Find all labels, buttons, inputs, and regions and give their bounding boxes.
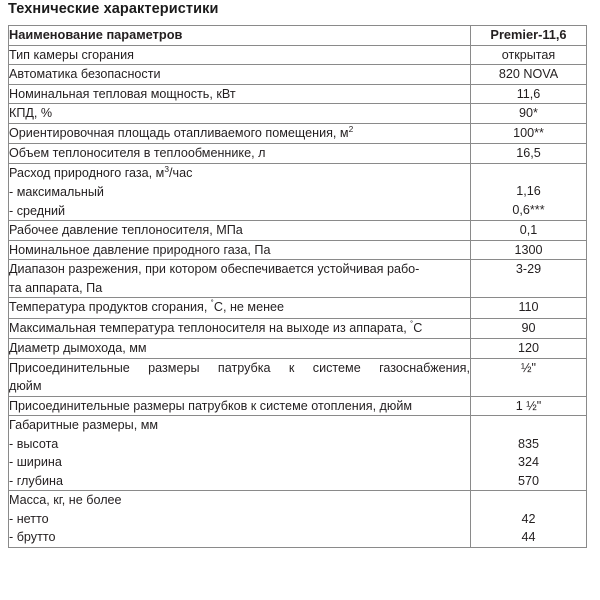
table-row (9, 84, 587, 104)
row-label: Автоматика безопасности (9, 65, 471, 85)
row-label: Рабочее давление теплоносителя, МПа (9, 221, 471, 241)
row-value: 11,6 (471, 84, 587, 104)
value-spacer (471, 491, 586, 510)
column-header-parameter-name: Наименование параметров (9, 26, 471, 46)
value-stack (471, 491, 586, 547)
row-value: 1 ½" (471, 396, 587, 416)
row-subitem-label: - нетто (9, 511, 49, 526)
row-label-heading: Габаритные размеры, мм (9, 418, 159, 432)
row-subitem-label: - ширина (9, 455, 62, 469)
row-subitem-value: 835 (517, 436, 539, 451)
row-label: Диаметр дымохода, мм (9, 339, 471, 359)
row-label: Номинальная тепловая мощность, кВт (9, 84, 471, 104)
row-label (9, 491, 471, 548)
table-row (9, 339, 587, 359)
row-value: 90* (471, 104, 587, 124)
row-subitem-label: - максимальный (9, 185, 104, 199)
table-row (9, 396, 587, 416)
row-label (9, 318, 471, 339)
row-value: 16,5 (471, 144, 587, 164)
row-label (9, 416, 471, 491)
table-row (9, 221, 587, 241)
row-label-unit: С (413, 320, 423, 335)
row-label-unit: /час (169, 165, 193, 180)
table-row (9, 144, 587, 164)
row-subitem-label: - средний (9, 203, 66, 218)
row-label: Номинальное давление природного газа, Па (9, 240, 471, 260)
row-label (9, 298, 471, 319)
table-body (9, 45, 587, 547)
row-value: 90 (471, 318, 587, 339)
row-value: ½" (471, 358, 587, 396)
row-value (471, 416, 587, 491)
superscript-3: 3 (164, 163, 170, 174)
row-label-text: Ориентировочная площадь отапливаемого помещения, м (9, 125, 349, 140)
value-stack (471, 164, 586, 220)
row-label-heading (9, 164, 470, 184)
row-value (471, 491, 587, 548)
row-label-line: Присоединительные размеры патрубка к системе газоснабжения, (9, 360, 470, 375)
row-subitem-value: 1,16 (516, 184, 541, 198)
superscript-2: 2 (348, 123, 354, 134)
degree-icon: ˚ (410, 319, 414, 330)
row-label-text: Расход природного газа, м (9, 165, 165, 180)
row-label: КПД, % (9, 104, 471, 124)
table-row (9, 104, 587, 124)
row-value: 3-29 (471, 260, 587, 298)
specifications-table-container (8, 25, 586, 548)
table-header (9, 26, 587, 46)
row-label (9, 123, 471, 144)
value-spacer (471, 416, 586, 435)
table-row (9, 240, 587, 260)
table-header-row (9, 26, 587, 46)
row-label: Тип камеры сгорания (9, 45, 471, 65)
row-label-unit: С, не менее (213, 300, 285, 314)
row-label-line: Диапазон разрежения, при котором обеспечивается устойчивая рабо- (9, 262, 420, 276)
row-label-line: та аппарата, Па (9, 280, 103, 295)
row-subitem-value: 0,6*** (512, 202, 545, 217)
table-row (9, 123, 587, 144)
table-row (9, 318, 587, 339)
row-subitem-value: 570 (517, 473, 539, 488)
row-subitem-label: - высота (9, 436, 59, 451)
table-row (9, 358, 587, 396)
row-value: открытая (471, 45, 587, 65)
row-value: 100** (471, 123, 587, 144)
value-spacer (471, 164, 586, 183)
row-label (9, 358, 471, 396)
column-header-model: Premier-11,6 (471, 26, 587, 46)
row-label (9, 163, 471, 221)
row-value: 820 NOVA (471, 65, 587, 85)
row-label (9, 260, 471, 298)
row-value (471, 163, 587, 221)
row-subitem-value: 44 (521, 530, 536, 544)
row-label: Объем теплоносителя в теплообменнике, л (9, 144, 471, 164)
table-row (9, 45, 587, 65)
row-value: 120 (471, 339, 587, 359)
row-label-heading: Масса, кг, не более (9, 493, 122, 507)
table-row-group-mass (9, 491, 587, 548)
row-label-text: Температура продуктов сгорания, (9, 300, 211, 314)
row-value: 110 (471, 298, 587, 319)
row-subitem-value: 42 (521, 511, 536, 526)
row-value: 0,1 (471, 221, 587, 241)
table-row-group-dimensions (9, 416, 587, 491)
row-subitem-value: 324 (517, 455, 539, 469)
row-label: Присоединительные размеры патрубков к системе отопления, дюйм (9, 396, 471, 416)
row-label-line: дюйм (9, 379, 42, 393)
row-label-text: Максимальная температура теплоносителя на выходе из аппарата, (9, 320, 411, 335)
degree-icon: ˚ (210, 299, 214, 309)
table-row (9, 298, 587, 319)
table-row-group-gas-consumption (9, 163, 587, 221)
table-row (9, 260, 587, 298)
table-row (9, 65, 587, 85)
page-title: Технические характеристики (8, 1, 219, 17)
row-value: 1300 (471, 240, 587, 260)
value-stack (471, 416, 586, 490)
specifications-table (8, 25, 587, 548)
row-subitem-label: - брутто (9, 530, 56, 544)
row-subitem-label: - глубина (9, 473, 64, 488)
